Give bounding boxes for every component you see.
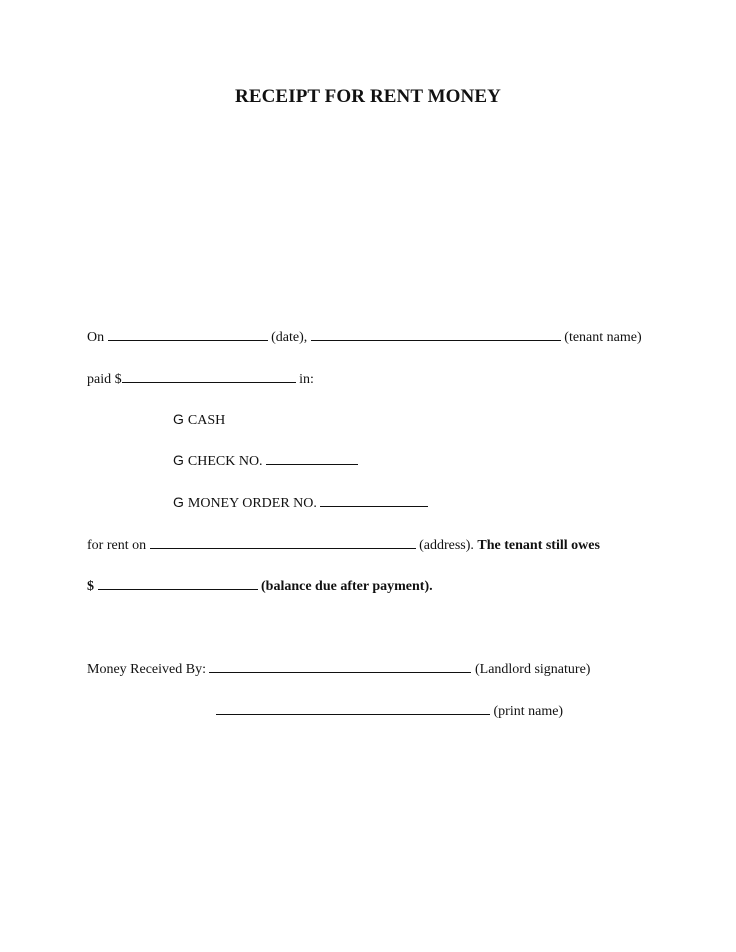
still-owes-text: The tenant still owes: [477, 538, 600, 553]
cash-label: CASH: [187, 413, 226, 428]
address-label: (address).: [419, 538, 474, 553]
print-name-field[interactable]: [216, 701, 490, 715]
print-name-label: (print name): [493, 704, 564, 719]
landlord-signature-field[interactable]: [209, 659, 471, 673]
tenant-name-label: (tenant name): [564, 330, 642, 345]
dollar-sign: $: [87, 579, 94, 594]
checkbox-icon[interactable]: G: [173, 494, 184, 510]
paid-row: [87, 369, 314, 389]
amount-field[interactable]: [122, 369, 296, 383]
option-cash[interactable]: [173, 410, 225, 430]
money-order-label: MONEY ORDER NO.: [187, 496, 317, 511]
tenant-name-field[interactable]: [311, 327, 561, 341]
address-field[interactable]: [150, 535, 416, 549]
date-label: (date),: [271, 330, 308, 345]
checkbox-icon[interactable]: G: [173, 411, 184, 427]
money-order-number-field[interactable]: [320, 493, 428, 507]
check-label: CHECK NO.: [187, 454, 263, 469]
check-number-field[interactable]: [266, 451, 358, 465]
balance-field[interactable]: [98, 576, 258, 590]
page-title: RECEIPT FOR RENT MONEY: [235, 86, 501, 107]
for-rent-on-label: for rent on: [87, 538, 147, 553]
received-by-label: Money Received By:: [87, 662, 206, 677]
balance-row: [87, 576, 433, 596]
option-check[interactable]: [173, 451, 358, 471]
received-by-row: [87, 659, 590, 679]
checkbox-icon[interactable]: G: [173, 452, 184, 468]
print-name-row: [216, 701, 563, 721]
date-field[interactable]: [108, 327, 268, 341]
date-tenant-row: [87, 327, 642, 347]
on-label: On: [87, 330, 105, 345]
rent-address-row: [87, 535, 600, 555]
paid-label: paid $: [87, 372, 122, 387]
option-money-order[interactable]: [173, 493, 428, 513]
in-label: in:: [299, 372, 314, 387]
balance-label: (balance due after payment).: [261, 579, 433, 594]
landlord-signature-label: (Landlord signature): [474, 662, 591, 677]
